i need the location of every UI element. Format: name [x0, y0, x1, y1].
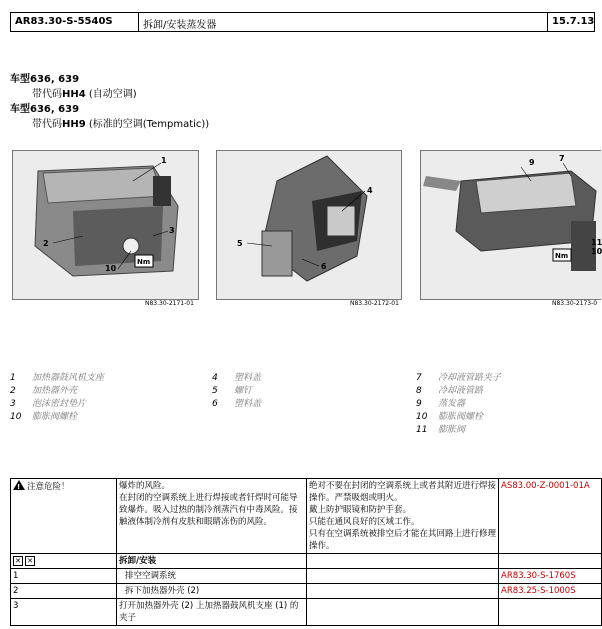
step-row [11, 599, 602, 626]
danger-text: 爆炸的风险。 在封闭的空调系统上进行焊接或者钎焊时可能导致爆炸。吸入过热的制冷剂蒸汽有中毒风险。接触液体制冷剂有皮肤和眼睛冻伤的风险。 [117, 479, 307, 554]
legend-item: 10 膨胀阀螺栓 [416, 412, 484, 422]
fig-label: 5 [237, 239, 243, 248]
step-number: 1 [11, 569, 117, 584]
legend-item: 9 蒸发器 [416, 399, 466, 409]
fig-label: 11 [591, 238, 602, 247]
fig-label: 10 [591, 247, 602, 256]
legend-column-1 [10, 372, 104, 424]
danger-row [11, 479, 602, 554]
fig-label: 2 [43, 239, 49, 248]
danger-label-cell: !注意危险！ [11, 479, 117, 554]
step-row [11, 569, 602, 584]
warning-icon [13, 480, 25, 490]
doc-header [10, 12, 595, 32]
step-number: 2 [11, 584, 117, 599]
legend-item: 10 膨胀阀螺栓 [10, 412, 78, 422]
figure-1-code: N83.30-2171-01 [145, 300, 194, 307]
section-row [11, 554, 602, 569]
fig-label: 4 [367, 186, 373, 195]
legend-column-2 [212, 372, 261, 411]
section-icons [11, 554, 117, 569]
figure-3-image [420, 150, 601, 300]
legend-item: 7 冷却液管路夹子 [416, 373, 502, 383]
step-number: 3 [11, 599, 117, 626]
model-line: 车型636, 639 [10, 74, 80, 85]
collapse-icon[interactable]: ✕ [25, 556, 35, 566]
fig-label: 6 [321, 262, 327, 271]
legend-item: 8 冷却液管路 [416, 386, 484, 396]
fig-label: 9 [529, 158, 535, 167]
doc-code: AR83.30-S-5540S [11, 13, 139, 31]
figure-3-code: N83.30-2173-0 [552, 300, 598, 307]
step-row [11, 584, 602, 599]
step-text: 拆下加热器外壳 (2) [117, 584, 307, 599]
fig-label: 10 [105, 264, 117, 273]
doc-date: 15.7.13 [552, 16, 595, 27]
legend-item: 5 螺钉 [212, 386, 253, 396]
doc-title: 拆卸/安装蒸发器 [139, 13, 548, 31]
legend-item: 3 泡沫密封垫片 [10, 399, 87, 409]
step-reference-link[interactable]: AR83.30-S-1760S [499, 569, 602, 584]
step-text: 排空空调系统 [117, 569, 307, 584]
fig-label: 1 [161, 156, 167, 165]
figure-1-image [12, 150, 199, 300]
fig-label: 7 [559, 154, 565, 163]
code-line: 带代码HH4 (自动空调) [32, 89, 137, 100]
procedure-table [10, 478, 602, 626]
legend-column-3 [416, 372, 501, 437]
step-reference-link[interactable]: AR83.25-S-1000S [499, 584, 602, 599]
danger-reference-link[interactable]: AS83.00-Z-0001-01A [499, 479, 602, 554]
fig-label: Nm [137, 258, 151, 266]
section-label: 拆卸/安装 [117, 554, 307, 569]
step-text: 打开加热器外壳 (2) 上加热器鼓风机支座 (1) 的夹子 [117, 599, 307, 626]
model-line: 车型636, 639 [10, 104, 80, 115]
legend-item: 11 膨胀阀 [416, 425, 466, 435]
danger-measures: 绝对不要在封闭的空调系统上或者其附近进行焊接操作。严禁吸烟或明火。 戴上防护眼镜和防护手套。 只能在通风良好的区域工作。 只有在空调系统被排空后才能在其回路上进行修理操作。 [307, 479, 499, 554]
legend-item: 1 加热器鼓风机支座 [10, 373, 105, 383]
fig-label: 3 [169, 226, 175, 235]
code-line: 带代码HH9 (标准的空调(Tempmatic)) [32, 119, 210, 130]
legend-item: 6 塑料盖 [212, 399, 262, 409]
figure-2-image [216, 150, 402, 300]
fig-label: Nm [555, 252, 569, 260]
expand-icon[interactable]: ✕ [13, 556, 23, 566]
figure-2-code: N83.30-2172-01 [350, 300, 399, 307]
legend-item: 2 加热器外壳 [10, 386, 78, 396]
model-applicability [10, 72, 209, 132]
legend-item: 4 塑料盖 [212, 373, 262, 383]
